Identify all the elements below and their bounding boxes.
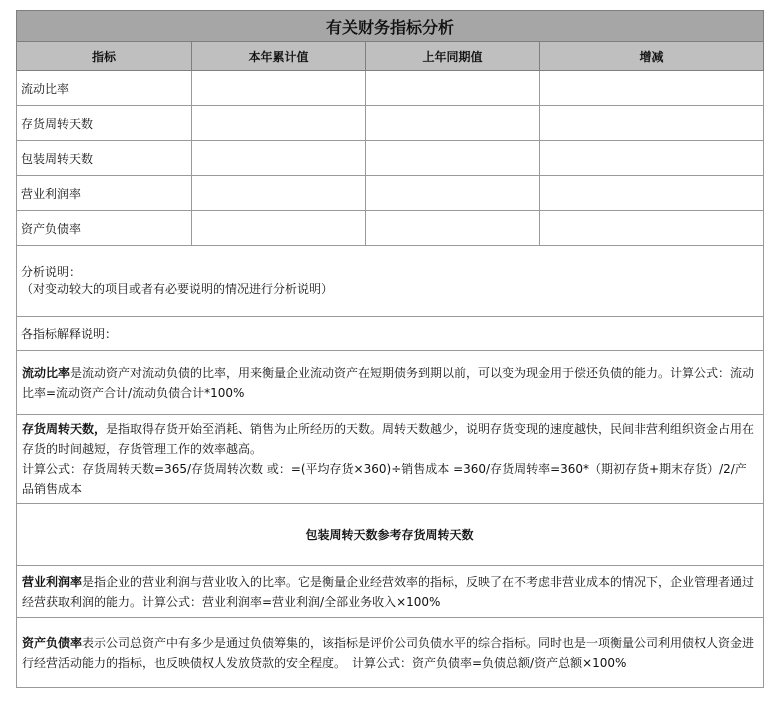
explanation-debt-ratio xyxy=(17,618,764,688)
term-current-ratio: 流动比率 xyxy=(22,365,71,380)
cell-current-year[interactable] xyxy=(192,141,366,176)
cell-change[interactable] xyxy=(540,71,764,106)
cell-current-year[interactable] xyxy=(192,211,366,246)
explanation-packaging-days: 包装周转天数参考存货周转天数 xyxy=(17,504,764,566)
explanation-inventory-days xyxy=(17,415,764,504)
term-inventory-days: 存货周转天数， xyxy=(22,422,107,436)
explanation-text: 表示公司总资产中有多少是通过负债筹集的，该指标是评价公司负债水平的综合指标。同时也是一项衡量公司利用债权人资金进行经营活动能力的指标，也反映债权人发放贷款的安全程度。 计算公式：资产负债率=负债总额/资产总额×100% xyxy=(22,635,755,670)
table-row xyxy=(17,176,764,211)
cell-last-year[interactable] xyxy=(366,71,540,106)
explanation-current-ratio xyxy=(17,351,764,415)
cell-current-year[interactable] xyxy=(192,106,366,141)
cell-last-year[interactable] xyxy=(366,176,540,211)
col-header-indicator: 指标 xyxy=(17,42,192,71)
term-debt-ratio: 资产负债率 xyxy=(22,635,83,650)
term-operating-margin: 营业利润率 xyxy=(22,574,83,589)
header-row xyxy=(17,42,764,71)
cell-current-year[interactable] xyxy=(192,71,366,106)
table-row xyxy=(17,141,764,176)
row-label: 流动比率 xyxy=(17,71,192,106)
indicator-table xyxy=(16,10,764,688)
col-header-change: 增减 xyxy=(540,42,764,71)
cell-last-year[interactable] xyxy=(366,141,540,176)
cell-last-year[interactable] xyxy=(366,106,540,141)
analysis-note[interactable] xyxy=(17,246,764,317)
explanation-operating-margin xyxy=(17,566,764,618)
explanation-text: 是指企业的营业利润与营业收入的比率。它是衡量企业经营效率的指标，反映了在不考虑非营业成本的情况下，企业管理者通过经营获取利润的能力。计算公式：营业利润率=营业利润/全部业务收入×100% xyxy=(22,574,755,609)
table-row xyxy=(17,71,764,106)
col-header-last-year: 上年同期值 xyxy=(366,42,540,71)
row-label: 营业利润率 xyxy=(17,176,192,211)
cell-change[interactable] xyxy=(540,141,764,176)
analysis-row xyxy=(17,246,764,317)
col-header-current-year: 本年累计值 xyxy=(192,42,366,71)
cell-change[interactable] xyxy=(540,211,764,246)
row-label: 资产负债率 xyxy=(17,211,192,246)
table-row xyxy=(17,106,764,141)
row-label: 存货周转天数 xyxy=(17,106,192,141)
analysis-label: 分析说明： xyxy=(21,265,82,279)
cell-last-year[interactable] xyxy=(366,211,540,246)
explanation-text: 是流动资产对流动负债的比率，用来衡量企业流动资产在短期债务到期以前，可以变为现金用于偿还负债的能力。计算公式：流动比率=流动资产合计/流动负债合计*100% xyxy=(22,365,755,400)
cell-change[interactable] xyxy=(540,176,764,211)
table-row xyxy=(17,211,764,246)
row-label: 包装周转天数 xyxy=(17,141,192,176)
analysis-hint: （对变动较大的项目或者有必要说明的情况进行分析说明） xyxy=(21,282,334,296)
sheet-title: 有关财务指标分析 xyxy=(17,11,764,42)
explanation-text: 是指取得存货开始至消耗、销售为止所经历的天数。周转天数越少，说明存货变现的速度越快，民间非营利组织资金占用在存货的时间越短，存货管理工作的效率越高。 xyxy=(22,422,755,456)
cell-change[interactable] xyxy=(540,106,764,141)
cell-current-year[interactable] xyxy=(192,176,366,211)
explanation-formula: 计算公式：存货周转天数=365/存货周转次数 或：=(平均存货×360)÷销售成本 =360/存货周转率=360*（期初存货+期末存货）/2/产品销售成本 xyxy=(22,462,747,496)
explanations-title: 各指标解释说明： xyxy=(17,317,764,351)
financial-indicator-sheet xyxy=(16,10,763,688)
